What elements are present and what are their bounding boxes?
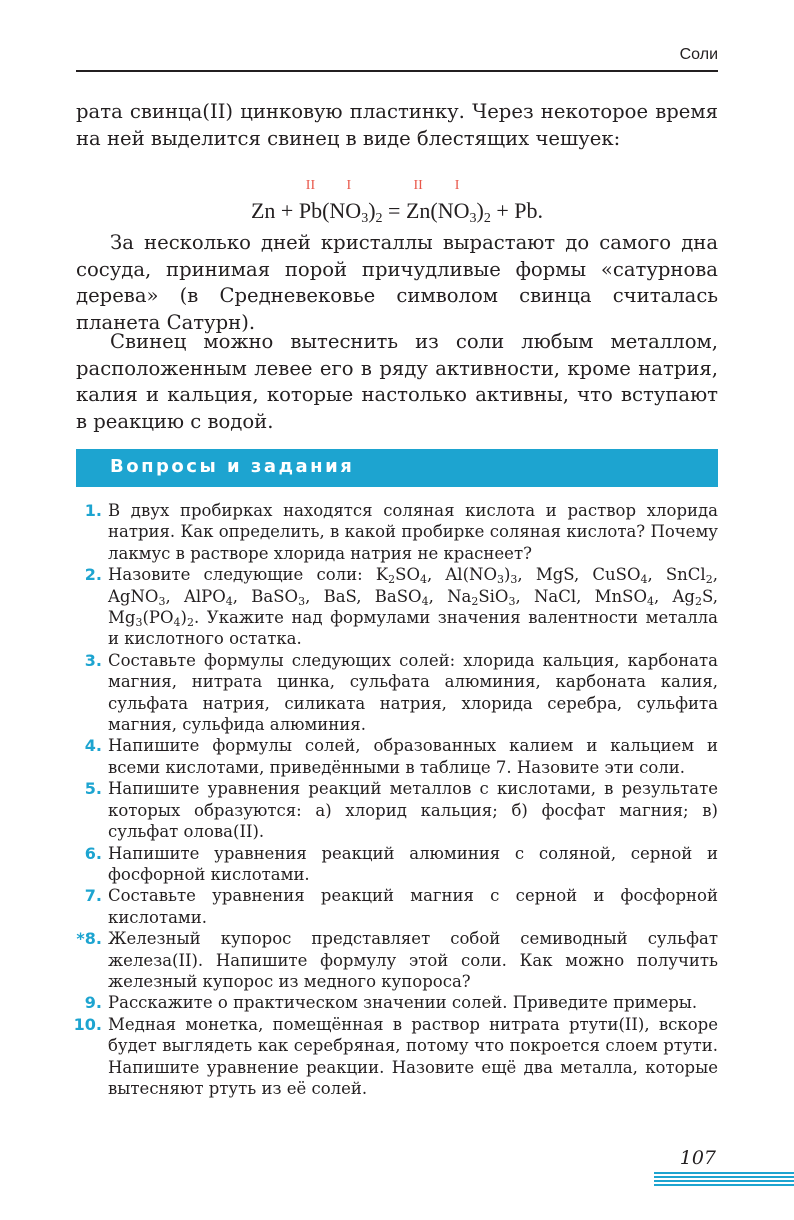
question-text: В двух пробирках находятся соляная кислота и раствор хлорида натрия. Как определить, в какой пробирке соляная кислота? Почему лакмус в растворе хлорида натрия не краснеет? (108, 501, 718, 563)
question-item (84, 500, 718, 564)
eq-no3-product: $(NO_3)$ (430, 198, 484, 226)
section-header-bar (76, 449, 718, 487)
eq-pb: Pb (298, 198, 323, 223)
eq-sub-2-product: 2 (483, 211, 491, 226)
question-text: Напишите уравнения реакций металлов с кислотами, в результате которых образуются: а) хлорид кальция; б) фосфат магния; в) сульфат олова(II). (108, 779, 718, 842)
body-paragraph-1: рата свинца(II) цинковую пластинку. Через некоторое время на ней выделится свинец в виде блестящих чешуек: (76, 100, 718, 150)
salt-formula: $K_2SO_4$ (375, 565, 427, 587)
body-paragraph-2: За несколько дней кристаллы вырастают до самого дна сосуда, принимая порой причудливые формы «сатурнова дерева» (в Средневековье символом свинца считалась планета Сатурн). (76, 231, 718, 334)
question-item (73, 1014, 718, 1100)
question-number: 6. (84, 843, 102, 863)
question-number: 1. (84, 501, 102, 520)
chemical-equation (76, 178, 718, 226)
eq-zn2: Zn (405, 198, 431, 223)
valence-mark: II (413, 178, 423, 193)
running-header-title: Соли (679, 46, 718, 63)
salt-formula: NaCl (533, 586, 577, 606)
question-item (84, 885, 718, 928)
salt-formula: $Al(NO_3)_3$ (445, 565, 518, 587)
question-item (84, 992, 718, 1013)
question-text: Напишите уравнения реакций алюминия с соляной, серной и фосфорной кислотами. (108, 843, 718, 884)
salt-formula: CuSO$_4$ (592, 565, 648, 587)
salt-formula: BaSO$_4$ (374, 586, 429, 608)
eq-sub-2: 2 (375, 211, 383, 226)
question-text-outro: . Укажите над формулами значения валентности металла и кислотного остатка. (108, 608, 718, 649)
question-text: Железный купорос представляет собой семиводный сульфат железа(II). Напишите формулу этой соли. Как можно получить железный купорос из медного купороса? (108, 929, 718, 991)
salt-formula: $Na_2SiO_3$ (447, 586, 516, 608)
salt-formula: SnCl$_2$ (665, 565, 713, 587)
question-number: 10. (73, 1014, 102, 1034)
page-number: 107 (679, 1147, 716, 1169)
question-number: *8. (76, 929, 102, 949)
question-text-intro: Назовите следующие соли: (108, 565, 376, 585)
salt-formula: MnSO$_4$ (594, 586, 654, 608)
eq-zn: Zn + (250, 198, 299, 223)
eq-end: + Pb. (490, 198, 543, 223)
question-item (84, 778, 718, 842)
question-item (84, 650, 718, 736)
valence-mark: I (346, 178, 352, 193)
footer-decoration (654, 1172, 794, 1188)
question-number: 9. (84, 993, 102, 1013)
header-rule (76, 70, 718, 72)
question-number: 7. (84, 886, 102, 906)
salt-formula: MgS (535, 565, 574, 585)
question-text: Составьте уравнения реакций магния с серной и фосфорной кислотами. (108, 886, 718, 927)
question-text: Напишите формулы солей, образованных калием и кальцием и всеми кислотами, приведёнными в таблице 7. Назовите эти соли. (108, 736, 718, 777)
question-number: 5. (84, 779, 102, 799)
eq-equals: = (382, 198, 406, 223)
question-number: 3. (84, 650, 102, 670)
questions-list (73, 500, 718, 1099)
salt-formula: AlPO$_4$ (183, 586, 233, 608)
question-item (84, 843, 718, 886)
valence-mark: I (454, 178, 460, 193)
salt-formula: BaSO$_3$ (251, 586, 306, 608)
question-item (76, 928, 718, 992)
salt-formula: $Ag_2S$ (672, 586, 713, 608)
salt-formulas: $K_2SO_4$, $Al(NO_3)_3$, MgS, CuSO$_4$, SnCl$_2$, AgNO$_3$, AlPO$_4$, BaSO$_3$, BaS, BaSO$_4$, $Na_2SiO_3$, NaCl, MnSO$_4$, $Ag_2S$, $Mg_3(PO_4)_2$ (108, 565, 718, 630)
question-text: Составьте формулы следующих солей: хлорида кальция, карбоната магния, нитрата цинка, сульфата алюминия, карбоната калия, сульфата натрия, силиката натрия, хлорида серебра, сульфита магния, сульфида алюминия. (108, 650, 718, 735)
question-text: Медная монетка, помещённая в раствор нитрата ртути(II), вскоре будет выглядеть как серебряная, потому что покроется слоем ртути. Напишите уравнение реакции. Назовите ещё два металла, которые вытесняют ртуть из её солей. (108, 1014, 718, 1098)
question-text: Расскажите о практическом значении солей. Приведите примеры. (108, 993, 698, 1013)
salt-formula: AgNO$_3$ (108, 586, 166, 608)
salt-formula: BaS (323, 586, 357, 606)
salt-formula: $Mg_3(PO_4)_2$ (108, 608, 194, 630)
question-item (84, 564, 718, 650)
eq-no3: $(NO_3)$ (322, 198, 376, 226)
question-number: 2. (84, 565, 102, 585)
section-title: Вопросы и задания (110, 456, 355, 477)
valence-mark: II (305, 178, 316, 193)
body-paragraph-3: Свинец можно вытеснить из соли любым металлом, расположенным левее его в ряду активности, кроме натрия, калия и кальция, которые настолько активны, что вступают в реакцию с водой. (76, 330, 718, 433)
question-number: 4. (84, 736, 102, 756)
question-item (84, 735, 718, 778)
equation-line (251, 178, 543, 224)
